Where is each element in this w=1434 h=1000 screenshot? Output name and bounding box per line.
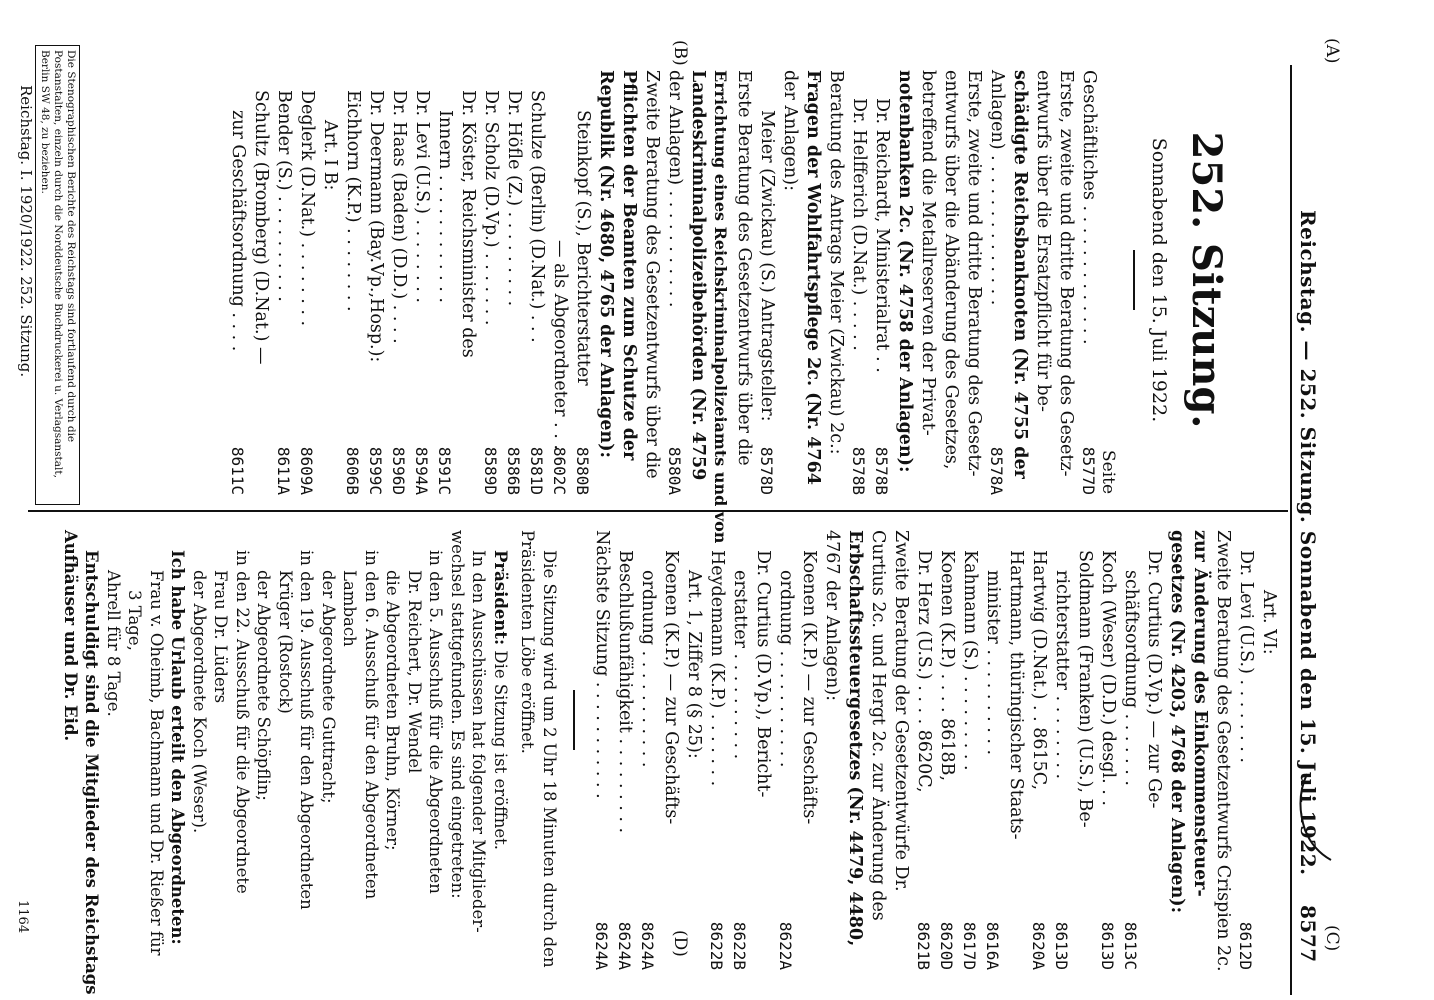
session-opening bbox=[60, 530, 561, 995]
toc-line: Dr. Köster, Reichsminister des bbox=[458, 90, 478, 358]
footer-note-box bbox=[35, 45, 80, 505]
toc-line: Zweite Beratung des Gesetzentwurfs über die bbox=[642, 70, 662, 479]
toc-line: Bender (S.) . . . . . . . . . . 8611A bbox=[274, 90, 294, 495]
text-line: Ahrell für 8 Tage. bbox=[104, 570, 123, 717]
text-line: wechsel stattgefunden. Es sind eingetreten: bbox=[448, 530, 467, 899]
text-line: Aufhäuser und Dr. Eid. bbox=[61, 530, 80, 742]
toc-line: Landeskriminalpolizeibehörden (Nr. 4759 bbox=[688, 70, 708, 481]
toc-line: schädigte Reichsbanknoten (Nr. 4755 der bbox=[1010, 70, 1030, 479]
toc-line: — als Abgeordneter . . . 8602C bbox=[550, 240, 570, 495]
header-rule bbox=[1290, 65, 1292, 995]
toc-line: Schulze (Berlin) (D.Nat.) . . . 8581D bbox=[527, 90, 547, 495]
text-line: in den 6. Ausschuß für den Abgeordneten bbox=[362, 550, 381, 900]
session-date: Sonnabend den 15. Juli 1922. bbox=[1148, 137, 1170, 423]
toc-line: Dr. Helfferich (D.Nat.) . . . . . 8578B bbox=[849, 98, 869, 495]
toc-line: Art. I B: bbox=[320, 120, 340, 191]
toc-line: erstatter . . . . . . . . . . 8622B bbox=[730, 570, 750, 970]
toc-line: Dr. Reichardt, Ministerialrat . . 8578B bbox=[872, 98, 892, 495]
toc-line: Dr. Levi (U.S.) . . . . . . . . 8594A bbox=[412, 90, 432, 495]
toc-line: schäftsordnung . . . . . . . 8613C bbox=[1121, 570, 1141, 970]
toc-line: Steinkopf (S.), Berichterstatter 8580B bbox=[573, 110, 593, 495]
toc-line: Beschlußunfähigkeit . . . . . . . . . 8624A bbox=[615, 550, 635, 970]
toc-line: Erbschaftssteuergesetzes (Nr. 4479, 4480, bbox=[845, 530, 865, 947]
toc-line: der Anlagen) . . . . . . . . . . . 8580A bbox=[665, 70, 685, 495]
text-line: Dr. Reichert, Dr. Wendel bbox=[405, 570, 424, 774]
toc-line: Pflichten der Beamten zum Schutze der bbox=[619, 70, 639, 461]
bottom-page-number: 1164 bbox=[15, 900, 30, 934]
toc-line: gesetzes (Nr. 4203, 4768 der Anlagen): bbox=[1167, 530, 1187, 914]
toc-line: Zweite Beratung des Gesetzentwurfs Crispien 2c. bbox=[1213, 530, 1233, 972]
page-label: Seite bbox=[1098, 450, 1118, 495]
text-line: 3 Tage, bbox=[125, 590, 145, 651]
toc-line: Beratung des Antrags Meier (Zwickau) 2c.: bbox=[826, 70, 846, 455]
toc-line: Dr. Herz (U.S.) . . . . 8620C, 8621B bbox=[914, 550, 934, 970]
text-line: Die Sitzung wird um 2 Uhr 18 Minuten durch den bbox=[540, 550, 559, 968]
text-line: Frau Dr. Lüders bbox=[211, 570, 231, 704]
toc-line: Art. 1, Ziffer 8 (§ 25): bbox=[684, 570, 704, 759]
toc-line: Curtius 2c. und Hergt 2c. zur Änderung des bbox=[868, 530, 888, 921]
toc-line: Republik (Nr. 4680, 4765 der Anlagen): bbox=[596, 70, 616, 458]
toc-line: Zweite Beratung der Gesetzentwürfe Dr. bbox=[891, 530, 911, 892]
section-rule bbox=[574, 690, 576, 750]
session-title: 252. Sitzung. bbox=[1183, 131, 1230, 429]
toc-line: Soldmann (Franken) (U.S.), Be- bbox=[1075, 550, 1095, 828]
toc-line: Deglerk (D.Nat.) . . . . . . . . 8609A bbox=[297, 90, 317, 495]
running-title: Reichstag. — 252. Sitzung. Sonnabend den 15. Juli 1922. bbox=[1296, 210, 1320, 876]
toc-line: Dr. Curtius (D.Vp.), Bericht- bbox=[753, 550, 773, 798]
toc-line: notenbanken 2c. (Nr. 4758 der Anlagen): bbox=[895, 70, 915, 473]
toc-line: Hartwig (D.Nat.) . . 8615C, 8620A bbox=[1029, 550, 1049, 970]
text-line: in den 19. Ausschuß für den Abgeordneten bbox=[297, 550, 317, 910]
page-number: 8577 bbox=[1296, 905, 1320, 963]
toc-line: Koenen (K.P.) — zur Geschäfts- bbox=[661, 550, 681, 825]
text-line: Entschuldigt sind die Mitglieder des Reichstags bbox=[82, 550, 102, 995]
toc-line: Schultz (Bromberg) (D.Nat.) — bbox=[251, 90, 271, 365]
toc-line: Dr. Curtius (D.Vp.) — zur Ge- bbox=[1144, 550, 1164, 809]
toc-line: entwurfs über die Abänderung des Gesetzes, bbox=[941, 70, 961, 470]
toc-line: Art. VI: bbox=[1259, 590, 1279, 655]
toc-line: Koenen (K.P.) — zur Geschäfts- bbox=[799, 550, 819, 825]
toc-line: ordnung . . . . . . . . . . . 8622A bbox=[776, 570, 796, 970]
margin-marker-a: (A) bbox=[1322, 38, 1342, 64]
handwritten-mark bbox=[1295, 770, 1335, 865]
toc-line: Erste, zweite und dritte Beratung des Gesetz- bbox=[964, 70, 984, 477]
toc-line: Hartmann, thüringischer Staats- bbox=[1006, 550, 1026, 840]
text-line: Ich habe Urlaub erteilt den Abgeordneten: bbox=[168, 550, 188, 945]
right-contents bbox=[590, 530, 1280, 970]
toc-line: Geschäftliches . . . . . . . . . . . . . 8577D bbox=[1079, 70, 1099, 495]
toc-line: Eichhorn (K.P.) . . . . . . . . 8606B bbox=[343, 90, 363, 495]
toc-line: Koenen (K.P.) . . . . 8618B, 8620D bbox=[937, 550, 957, 970]
toc-line: minister . . . . . . . . . . 8616A bbox=[983, 570, 1003, 970]
toc-line: zur Änderung des Einkommensteuer- bbox=[1190, 530, 1210, 897]
toc-line: Dr. Haas (Baden) (D.D.) . . . . 8596D bbox=[389, 90, 409, 495]
margin-marker-c: (C) bbox=[1322, 925, 1342, 952]
footer-note: Die Stenographischen Berichte des Reichstags sind fortlaufend durch die Postanstalten, einzeln durch die Norddeutsche Buchdruckerei u. Verlagsanstalt, Berlin SW 48, zu beziehen. bbox=[39, 50, 77, 478]
toc-line: Anlagen) . . . . . . . . . . . . . . 8578A bbox=[987, 70, 1007, 495]
text-line: in den 22. Ausschuß für die Abgeordnete bbox=[233, 550, 252, 894]
toc-line: Dr. Höfle (Z.) . . . . . . . . . 8586B bbox=[504, 90, 524, 495]
toc-line: Kahmann (S.) . . . . . . . . . 8617D bbox=[960, 550, 980, 970]
margin-marker-b: (B) bbox=[670, 40, 690, 66]
toc-line: Koch (Weser) (D.D.) desgl. . . 8613D bbox=[1098, 550, 1118, 970]
toc-line: zur Geschäftsordnung . . . . 8611C bbox=[228, 110, 248, 495]
toc-line: 4767 der Anlagen): bbox=[822, 530, 842, 702]
text-line: der Abgeordnete Koch (Weser). bbox=[190, 570, 209, 834]
left-contents bbox=[226, 70, 1100, 544]
text-line: Krüger (Rostock) bbox=[276, 570, 295, 714]
toc-line: der Anlagen): bbox=[780, 70, 800, 191]
toc-line: betreffend die Metallreserven der Privat- bbox=[918, 70, 938, 436]
toc-line: Errichtung eines Reichskriminalpolizeiamts und von bbox=[711, 70, 730, 544]
toc-line: Nächste Sitzung . . . . . . . . . . . 8624A bbox=[592, 530, 612, 970]
text-line: Lambach bbox=[340, 570, 360, 647]
margin-marker-d: (D) bbox=[670, 930, 690, 957]
toc-line: Fragen der Wohlfahrtspflege 2c. (Nr. 4764 bbox=[803, 70, 823, 485]
text-line: der Abgeordnete Schöpflin; bbox=[254, 570, 274, 801]
text-line: Frau v. Oheimb, Bachmann und Dr. Rießer für bbox=[147, 570, 166, 956]
toc-line: ordnung . . . . . . . . . . . 8624A bbox=[638, 570, 658, 970]
toc-line: Heydemann (K.P.) . . . . . . . 8622B bbox=[707, 550, 727, 970]
column-divider bbox=[28, 510, 1288, 512]
toc-line: Dr. Levi (U.S.) . . . . . . . . 8612D bbox=[1236, 550, 1256, 970]
toc-line: richterstatter . . . . . . . . 8613D bbox=[1052, 570, 1072, 970]
text-line: In den Ausschüssen hat folgender Mitglieder- bbox=[469, 550, 489, 933]
text-line: Präsidenten Löbe eröffnet. bbox=[518, 530, 538, 754]
toc-line: Erste, zweite und dritte Beratung des Gesetz- bbox=[1056, 70, 1076, 477]
text-line: in den 5. Ausschuß für die Abgeordneten bbox=[426, 550, 446, 894]
toc-line: Erste Beratung des Gesetzentwurfs über die bbox=[734, 70, 754, 466]
text-line: Präsident: Die Sitzung ist eröffnet. bbox=[491, 550, 510, 851]
text-line: die Abgeordneten Bruhn, Körner; bbox=[383, 570, 403, 851]
toc-line: entwurfs über die Ersatzpflicht für be- bbox=[1033, 70, 1053, 412]
toc-line: Meier (Zwickau) (S.) Antragsteller: 8578D bbox=[757, 110, 777, 495]
toc-line: Innern . . . . . . . . . . . . 8591C bbox=[435, 110, 455, 495]
text-line: der Abgeordnete Guttracht; bbox=[319, 570, 338, 804]
title-rule bbox=[1134, 250, 1136, 310]
toc-line: Dr. Scholz (D.Vp.) . . . . . . . 8589D bbox=[481, 90, 501, 495]
toc-line: Dr. Deermann (Bay.Vp.,Hosp.): 8599C bbox=[366, 90, 386, 495]
footer-source: Reichstag. I. 1920/1922. 252. Sitzung. bbox=[17, 85, 35, 378]
